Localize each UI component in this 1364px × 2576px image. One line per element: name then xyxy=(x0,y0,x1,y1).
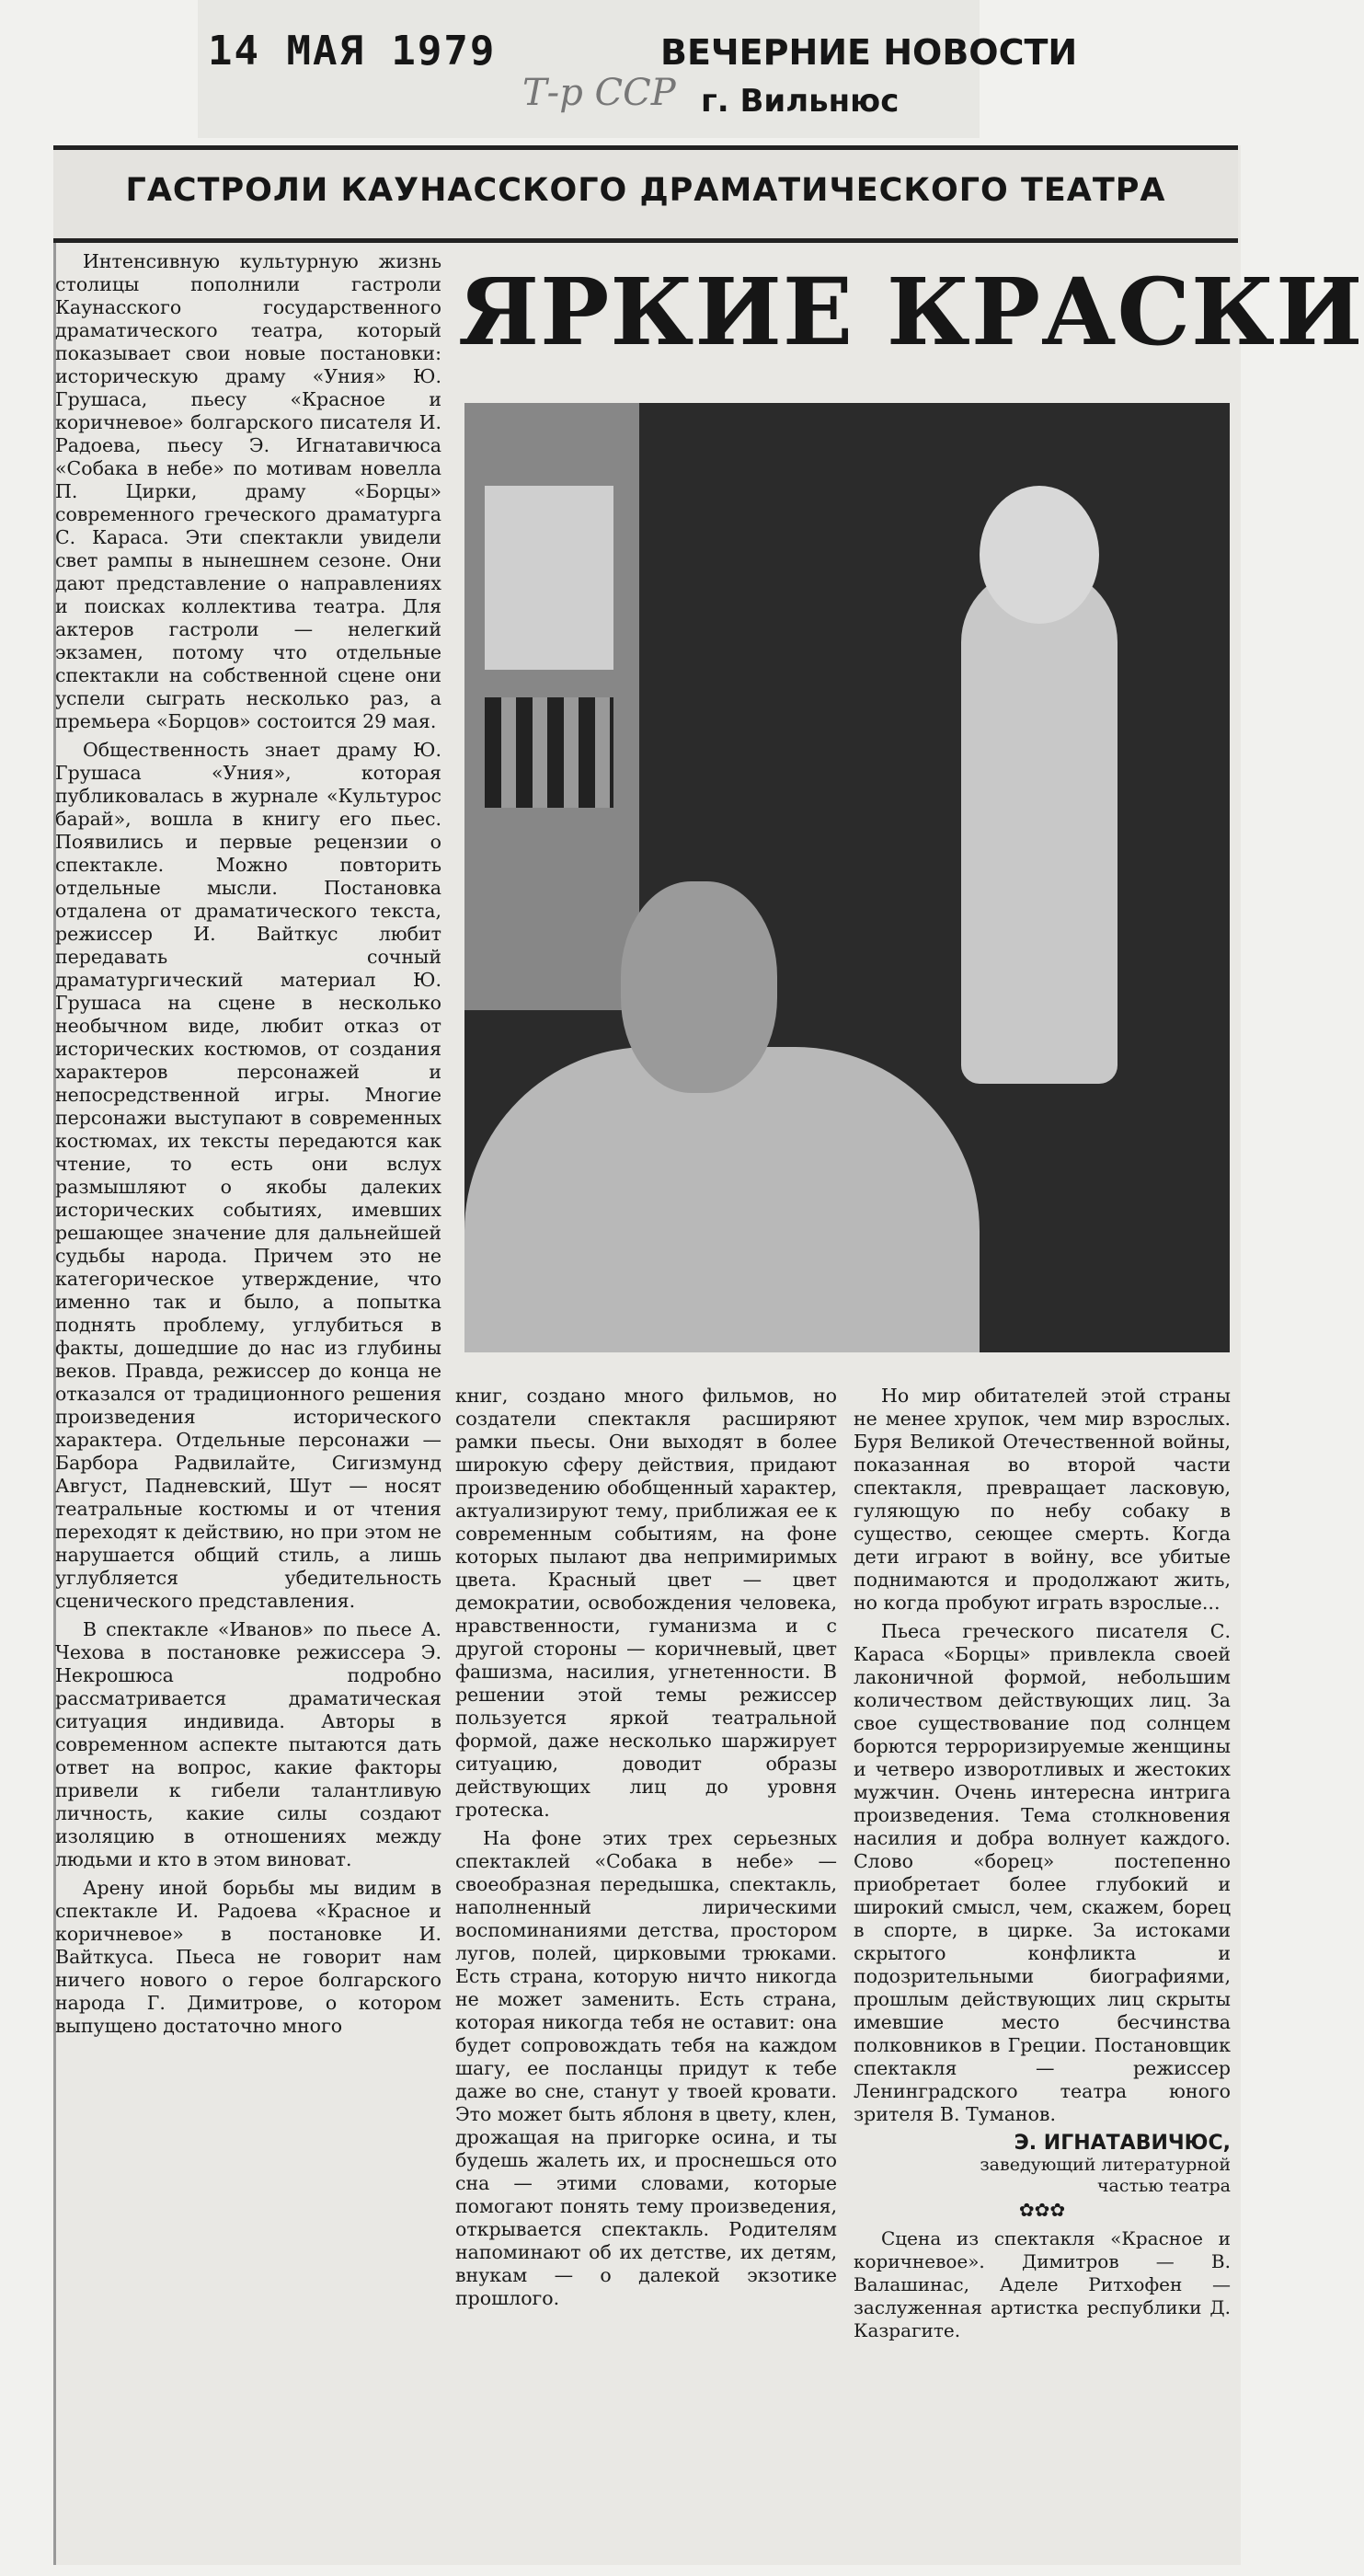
paragraph: Арену иной борьбы мы видим в спектакле И. Радоева «Красное и коричневое» в постановке И. Вайткуса. Пьеса не говорит нам ничего нового о герое болгарского народа Г. Димитрове, о котором выпущено достаточно много xyxy=(55,1877,441,2037)
stamp-city: г. Вильнюс xyxy=(701,83,900,120)
photo-caption: Сцена из спектакля «Красное и коричневое». Димитров — В. Валашинас, Аделе Ритхофен — заслуженная артистка республики Д. Казрагите. xyxy=(854,2227,1231,2341)
paragraph: В спектакле «Иванов» по пьесе А. Чехова в постановке режиссера Э. Некрошюса подробно рассматривается драматическая ситуация индивида. Авторы в современном аспекте пытаются дать ответ на вопрос, какие факторы привели к гибели талантливую личность, какие силы создают изоляцию в отношениях между людьми и кто в этом виноват. xyxy=(55,1618,441,1870)
photo-actress-head xyxy=(980,486,1099,624)
column-2 xyxy=(455,1385,837,2316)
paragraph: Но мир обитателей этой страны не менее хрупок, чем мир взрослых. Буря Великой Отечественной войны, показанная во второй части спектакля, превращает ласковую, гуляющую по небу собаку в существо, сеющее смерть. Когда дети играют в войну, все убитые поднимаются и продолжают жить, но когда пробуют играть взрослые... xyxy=(854,1385,1231,1614)
author-title-line1: заведующий литературной xyxy=(980,2155,1231,2175)
author-name: Э. ИГНАТАВИЧЮС, xyxy=(1014,2132,1231,2155)
paragraph: Пьеса греческого писателя С. Караса «Борцы» привлекла своей лаконичной формой, небольшим количеством действующих лиц. За свое существование под солнцем борются терроризируемые женщины и четверо изворотливых и жестоких мужчин. Очень интересна интрига произведения. Тема столкновения насилия и добра волнует каждого. Слово «борец» постепенно приобретает более глубокий и широкий смысл, чем, скажем, борец в спорте, в цирке. За истоками скрытого конфликта и подозрительными биографиями, прошлым действующих лиц скрыты имевшие место бесчинства полковников в Греции. Постановщик спектакля — режиссер Ленинградского театра юного зрителя В. Туманов. xyxy=(854,1620,1231,2125)
separator-ornament: ✿✿✿ xyxy=(1018,2199,1066,2221)
photo-actress-figure xyxy=(961,569,1118,1084)
stamp-newspaper: ВЕЧЕРНИЕ НОВОСТИ xyxy=(660,32,1078,73)
photo-set-panel xyxy=(485,486,613,670)
pencil-note: Т-р ССР xyxy=(522,72,676,114)
paragraph: книг, создано много фильмов, но создатели спектакля расширяют рамки пьесы. Они выходят в более широкую сферу действия, придают произведению обобщенный характер, актуализируют тему, приближая ее к современным событиям, на фоне которых пылают два непримиримых цвета. Красный цвет — цвет демократии, освобождения человека, нравственности, гуманизма и с другой стороны — коричневый, цвет фашизма, насилия, угнетенности. В решении этой темы режиссер пользуется яркой театральной формой, даже несколько шаржирует ситуацию, доводит образы действующих лиц до уровня гротеска. xyxy=(455,1385,837,1821)
paragraph: Общественность знает драму Ю. Грушаса «Уния», которая публиковалась в журнале «Культурос барай», вошла в книгу его пьес. Появились и первые рецензии о спектакле. Можно повторить отдельные мысли. Постановка отдалена от драматического текста, режиссер И. Вайткус любит передавать сочный драматургический материал Ю. Грушаса на сцене в несколько необычном виде, любит отказ от исторических костюмов, от создания характеров персонажей и непосредственной игры. Многие персонажи выступают в современных костюмах, их тексты передаются как чтение, то есть они вслух размышляют о якобы далеких исторических событиях, имевших решающее значение для дальнейшей судьбы народа. Причем это не категорическое утверждение, что именно так и было, а попытка поднять проблему, углубиться в факты, дошедшие до нас из глубины веков. Правда, режиссер до конца не отказался от традиционного решения произведения исторического характера. Отдельные персонажи — Барбора Радвилайте, Сигизмунд Август, Падневский, Шут — носят театральные костюмы и от чтения переходят к действию, но при этом не нарушается общий стиль, а лишь углубляется убедительность сценического представления. xyxy=(55,739,441,1612)
paragraph: На фоне этих трех серьезных спектаклей «Собака в небе» — своеобразная передышка, спектакль, наполненный лирическими воспоминаниями детства, простором лугов, полей, цирковыми трюками. Есть страна, которую ничто никогда не может заменить. Есть страна, которая никогда тебя не оставит: она будет сопровождать тебя на каждом шагу, ее посланцы придут к тебе даже во сне, станут у твоей кровати. Это может быть яблоня в цвету, клен, дрожащая на пригорке осина, и ты будешь жалеть их, и проснешься ото сна — этими словами, которые помогают понять тему произведения, открывается спектакль. Родителям напоминают об их детстве, их детям, внукам — о далекой экзотике прошлого. xyxy=(455,1827,837,2309)
column-1 xyxy=(55,250,441,2043)
stamp-date: 14 МАЯ 1979 xyxy=(208,28,497,75)
headline: ЯРКИЕ КРАСКИ xyxy=(458,258,1364,366)
photo-actor-figure xyxy=(464,1047,980,1352)
column-3 xyxy=(854,1385,1231,2342)
photo-set-stripes xyxy=(485,697,613,808)
paragraph: Интенсивную культурную жизнь столицы пополнили гастроли Каунасского государственного драматического театра, который показывает свои новые постановки: историческую драму «Уния» Ю. Грушаса, пьесу «Красное и коричневое» болгарского писателя И. Радоева, пьесу Э. Игнатавичюса «Собака в небе» по мотивам новелла П. Цирки, драму «Борцы» современного греческого драматурга С. Караса. Эти спектакли увидели свет рампы в нынешнем сезоне. Они дают представление о направлениях и поисках коллектива театра. Для актеров гастроли — нелегкий экзамен, потому что отдельные спектакли на собственной сцене они успели сыграть несколько раз, а премьера «Борцов» состоится 29 мая. xyxy=(55,250,441,732)
stage-photo xyxy=(464,403,1230,1352)
section-header xyxy=(53,145,1238,243)
photo-actor-head xyxy=(621,881,777,1093)
section-header-text: ГАСТРОЛИ КАУНАССКОГО ДРАМАТИЧЕСКОГО ТЕАТРА xyxy=(125,172,1166,209)
author-title-line2: частью театра xyxy=(1096,2176,1231,2196)
